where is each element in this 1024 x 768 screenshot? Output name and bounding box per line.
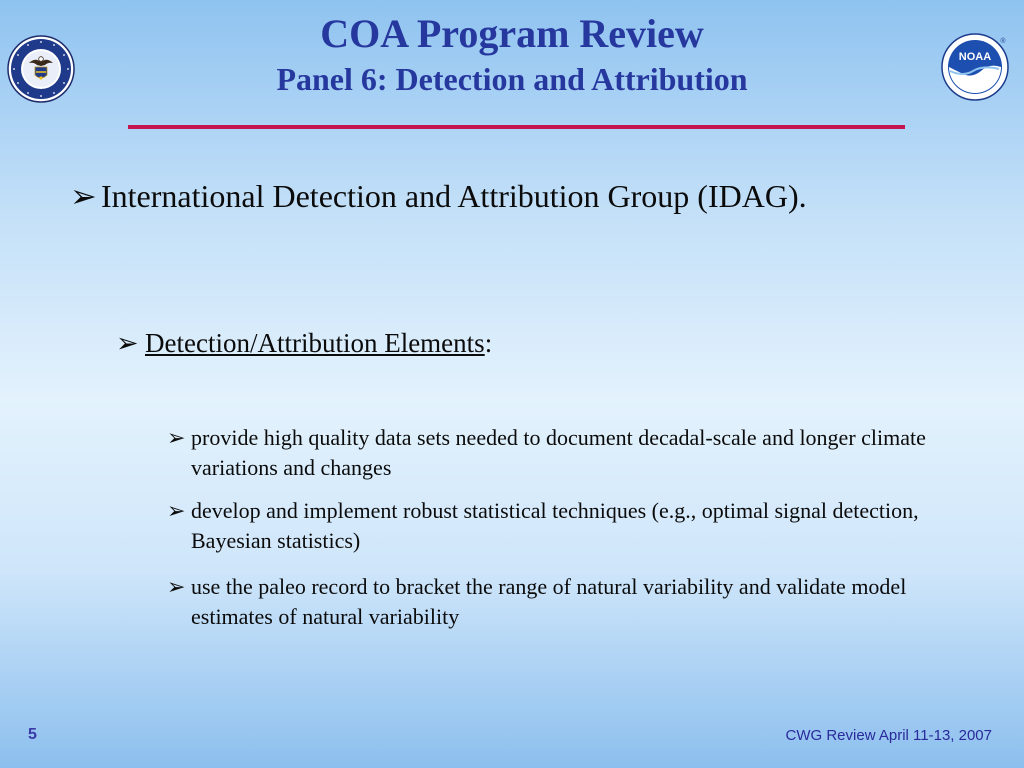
footer-text: CWG Review April 11-13, 2007 — [785, 727, 992, 744]
noaa-logo-text: NOAA — [958, 51, 992, 63]
slide-number: 5 — [28, 726, 37, 743]
bullet-level-3 — [167, 496, 981, 556]
bullet-text: provide high quality data sets needed to document decadal-scale and longer climate variations and changes — [191, 425, 926, 480]
slide-header — [0, 10, 1024, 98]
registered-mark: ® — [1000, 38, 1006, 45]
title-divider — [128, 125, 905, 129]
bullet-text: International Detection and Attribution Group (IDAG). — [101, 178, 807, 214]
bullet-text: use the paleo record to bracket the range of natural variability and validate model estimates of natural variability — [191, 574, 907, 629]
bullet-level-3 — [167, 572, 981, 632]
bullet-level-1 — [70, 176, 901, 216]
arrow-bullet-icon: ➢ — [167, 425, 186, 450]
arrow-bullet-icon: ➢ — [116, 328, 139, 358]
arrow-bullet-icon: ➢ — [70, 178, 97, 214]
bullet-text: develop and implement robust statistical techniques (e.g., optimal signal detection, Bayesian statistics) — [191, 498, 919, 553]
arrow-bullet-icon: ➢ — [167, 574, 186, 599]
bullet-label: Detection/Attribution Elements — [145, 328, 485, 358]
slide-subtitle: Panel 6: Detection and Attribution — [276, 61, 748, 97]
arrow-bullet-icon: ➢ — [167, 498, 186, 523]
bullet-level-3 — [167, 423, 981, 483]
slide-title: COA Program Review — [320, 11, 704, 56]
bullet-level-2 — [116, 327, 845, 359]
bullet-suffix: : — [484, 328, 493, 358]
